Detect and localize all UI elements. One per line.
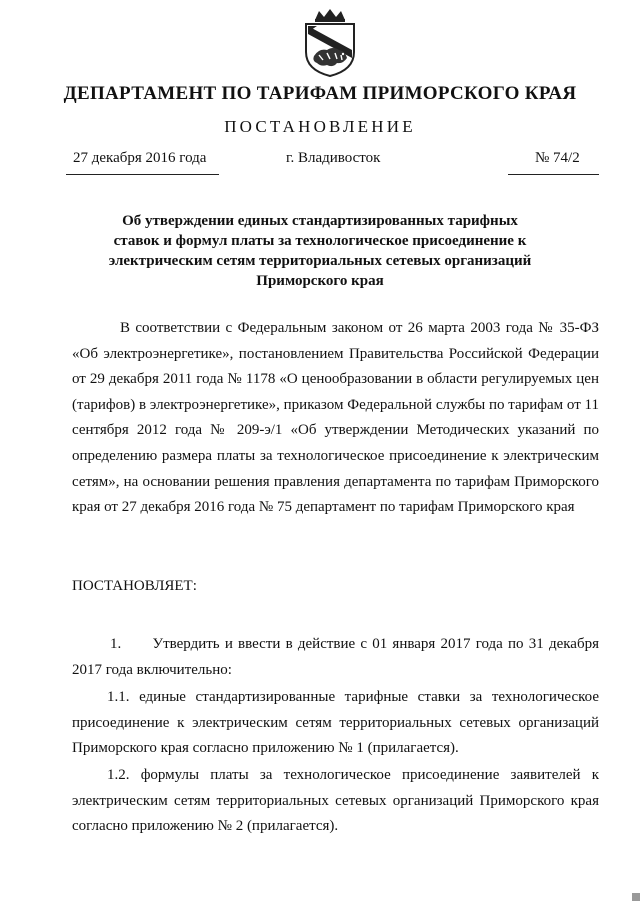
item-1: 1. Утвердить и ввести в действие с 01 января 2017 года по 31 декабря 2017 года включительно:	[72, 636, 603, 678]
date-underline	[66, 174, 219, 175]
coat-of-arms-icon	[297, 8, 363, 78]
decree-date: 27 декабря 2016 года	[73, 150, 207, 166]
decree-title: Об утверждении единых стандартизированных тарифных ставок и формул платы за технологическое присоединение к электрическим сетям территориальных сетевых организаций Приморского края	[108, 213, 532, 289]
item-1-2: 1.2. формулы платы за технологическое присоединение заявителей к электрическим сетям территориальных сетевых организаций Приморского края согласно приложению № 2 (прилагается).	[72, 767, 599, 835]
item-1-1: 1.1. единые стандартизированные тарифные ставки за технологическое присоединение к электрическим сетям территориальных сетевых организаций Приморского края согласно приложению № 1 (прилагается).	[72, 689, 599, 757]
decree-city: г. Владивосток	[286, 150, 381, 166]
preamble-paragraph: В соответствии с Федеральным законом от 26 марта 2003 года № 35-ФЗ «Об электроэнергетике», постановлением Правительства Российской Федерации от 29 декабря 2011 года № 1178 «О ценообразовании в области регулируемых цен (тарифов) в электроэнергетике», приказом Федеральной службы по тарифам от 11 сентября 2012 года № 209-э/1 «Об утверждении Методических указаний по определению размера платы за технологическое присоединение к электрическим сетям», на основании решения правления департамента по тарифам Приморского края от 27 декабря 2016 года № 75 департамент по тарифам Приморского края	[72, 320, 599, 516]
department-name: ДЕПАРТАМЕНТ ПО ТАРИФАМ ПРИМОРСКОГО КРАЯ	[63, 83, 577, 104]
number-underline	[508, 174, 599, 175]
document-type: ПОСТАНОВЛЕНИЕ	[224, 117, 416, 136]
scan-artifact	[632, 893, 640, 901]
decree-number: № 74/2	[535, 150, 580, 166]
resolves-heading: ПОСТАНОВЛЯЕТ:	[72, 578, 197, 594]
